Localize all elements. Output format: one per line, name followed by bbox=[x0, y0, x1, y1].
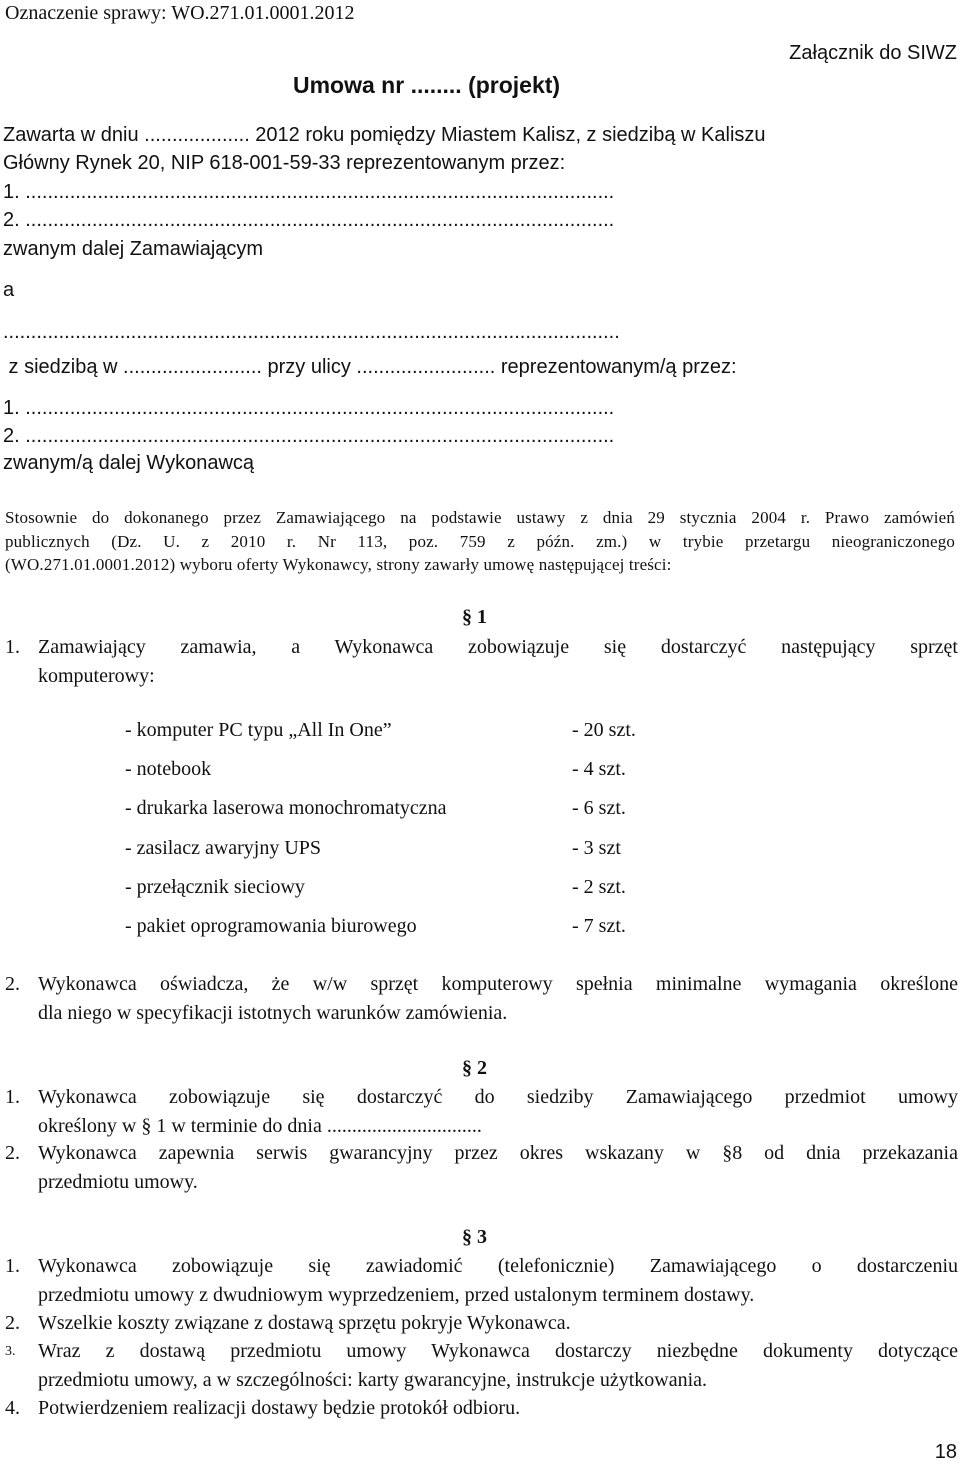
section-2-point-2-line-1: Wykonawca zapewnia serwis gwarancyjny przez okres wskazany w §8 od dnia przekazania bbox=[38, 1142, 958, 1164]
preamble-line-3: (WO.271.01.0001.2012) wyboru oferty Wykonawcy, strony zawarły umowę następującej treści: bbox=[5, 555, 672, 574]
representative-1: 1. .......................................................................................................... bbox=[3, 181, 615, 203]
section-3-point-1-number: 1. bbox=[5, 1255, 20, 1277]
contract-title: Umowa nr ........ (projekt) bbox=[293, 72, 561, 98]
section-1-point-2-line-1: Wykonawca oświadcza, że w/w sprzęt komputerowy spełnia minimalne wymagania określone bbox=[38, 973, 958, 995]
preamble-line-2: publicznych (Dz. U. z 2010 r. Nr 113, poz. 759 z późn. zm.) w trybie przetargu nieograniczonego bbox=[5, 532, 955, 551]
section-1-point-2-line-2: dla niego w specyfikacji istotnych warunków zamówienia. bbox=[38, 1002, 508, 1024]
section-2-point-2-number: 2. bbox=[5, 1142, 20, 1164]
section-2-heading: § 2 bbox=[462, 1057, 487, 1079]
section-3-point-2-number: 2. bbox=[5, 1312, 20, 1334]
intro-line-2: Główny Rynek 20, NIP 618-001-59-33 reprezentowanym przez: bbox=[3, 152, 566, 174]
section-1-point-1-line-1: Zamawiający zamawia, a Wykonawca zobowiązuje się dostarczyć następujący sprzęt bbox=[38, 636, 958, 658]
equipment-name: - notebook bbox=[125, 758, 212, 780]
equipment-quantity: - 7 szt. bbox=[572, 915, 626, 937]
representative-2: 2. .......................................................................................................... bbox=[3, 209, 615, 231]
equipment-name: - komputer PC typu „All In One” bbox=[125, 719, 392, 741]
contractor-label: zwanym/ą dalej Wykonawcą bbox=[3, 452, 255, 474]
section-2-point-2-line-2: przedmiotu umowy. bbox=[38, 1171, 198, 1193]
section-3-point-3-number: 3. bbox=[5, 1344, 16, 1359]
section-3-point-3-line-1: Wraz z dostawą przedmiotu umowy Wykonawca dostarczy niezbędne dokumenty dotyczące bbox=[38, 1340, 958, 1362]
section-1-point-2-number: 2. bbox=[5, 973, 20, 995]
intro-line-1: Zawarta w dniu ................... 2012 roku pomiędzy Miastem Kalisz, z siedzibą w Kaliszu bbox=[3, 124, 766, 146]
equipment-quantity: - 4 szt. bbox=[572, 758, 626, 780]
section-2-point-1-line-1: Wykonawca zobowiązuje się dostarczyć do siedziby Zamawiającego przedmiot umowy bbox=[38, 1086, 958, 1108]
case-reference: Oznaczenie sprawy: WO.271.01.0001.2012 bbox=[5, 2, 355, 24]
equipment-name: - pakiet oprogramowania biurowego bbox=[125, 915, 417, 937]
section-1-point-1-line-2: komputerowy: bbox=[38, 665, 155, 687]
section-3-point-1-line-2: przedmiotu umowy z dwudniowym wyprzedzeniem, przed ustalonym terminem dostawy. bbox=[38, 1284, 755, 1306]
section-3-heading: § 3 bbox=[462, 1226, 487, 1248]
equipment-quantity: - 6 szt. bbox=[572, 797, 626, 819]
section-2-point-1-number: 1. bbox=[5, 1086, 20, 1108]
contractor-representative-2: 2. .......................................................................................................... bbox=[3, 425, 615, 447]
section-3-point-4-number: 4. bbox=[5, 1397, 20, 1419]
section-1-heading: § 1 bbox=[462, 606, 487, 628]
section-2-point-1-line-2: określony w § 1 w terminie do dnia ............................... bbox=[38, 1115, 482, 1137]
and-word: a bbox=[3, 279, 15, 301]
preamble-line-1: Stosownie do dokonanego przez Zamawiającego na podstawie ustawy z dnia 29 stycznia 2004 r. Prawo zamówień bbox=[5, 508, 955, 527]
equipment-name: - drukarka laserowa monochromatyczna bbox=[125, 797, 447, 819]
section-3-point-3-line-2: przedmiotu umowy, a w szczególności: karty gwarancyjne, instrukcje użytkowania. bbox=[38, 1369, 708, 1391]
section-3-point-2-line-1: Wszelkie koszty związane z dostawą sprzętu pokryje Wykonawca. bbox=[38, 1312, 571, 1334]
section-3-point-4-line-1: Potwierdzeniem realizacji dostawy będzie protokół odbioru. bbox=[38, 1397, 521, 1419]
contractor-name-dots: ............................................................................................................... bbox=[3, 321, 620, 343]
contractor-address-line: z siedzibą w ......................... przy ulicy ......................... reprezentowanym/ą przez: bbox=[3, 356, 737, 378]
equipment-quantity: - 2 szt. bbox=[572, 876, 626, 898]
customer-label: zwanym dalej Zamawiającym bbox=[3, 238, 264, 260]
equipment-quantity: - 20 szt. bbox=[572, 719, 636, 741]
contractor-representative-1: 1. .......................................................................................................... bbox=[3, 397, 615, 419]
equipment-quantity: - 3 szt bbox=[572, 837, 621, 859]
section-1-point-1-number: 1. bbox=[5, 636, 20, 658]
attachment-label: Załącznik do SIWZ bbox=[789, 42, 957, 64]
equipment-name: - przełącznik sieciowy bbox=[125, 876, 305, 898]
equipment-name: - zasilacz awaryjny UPS bbox=[125, 837, 322, 859]
page-number: 18 bbox=[934, 1441, 957, 1463]
section-3-point-1-line-1: Wykonawca zobowiązuje się zawiadomić (telefonicznie) Zamawiającego o dostarczeniu bbox=[38, 1255, 958, 1277]
